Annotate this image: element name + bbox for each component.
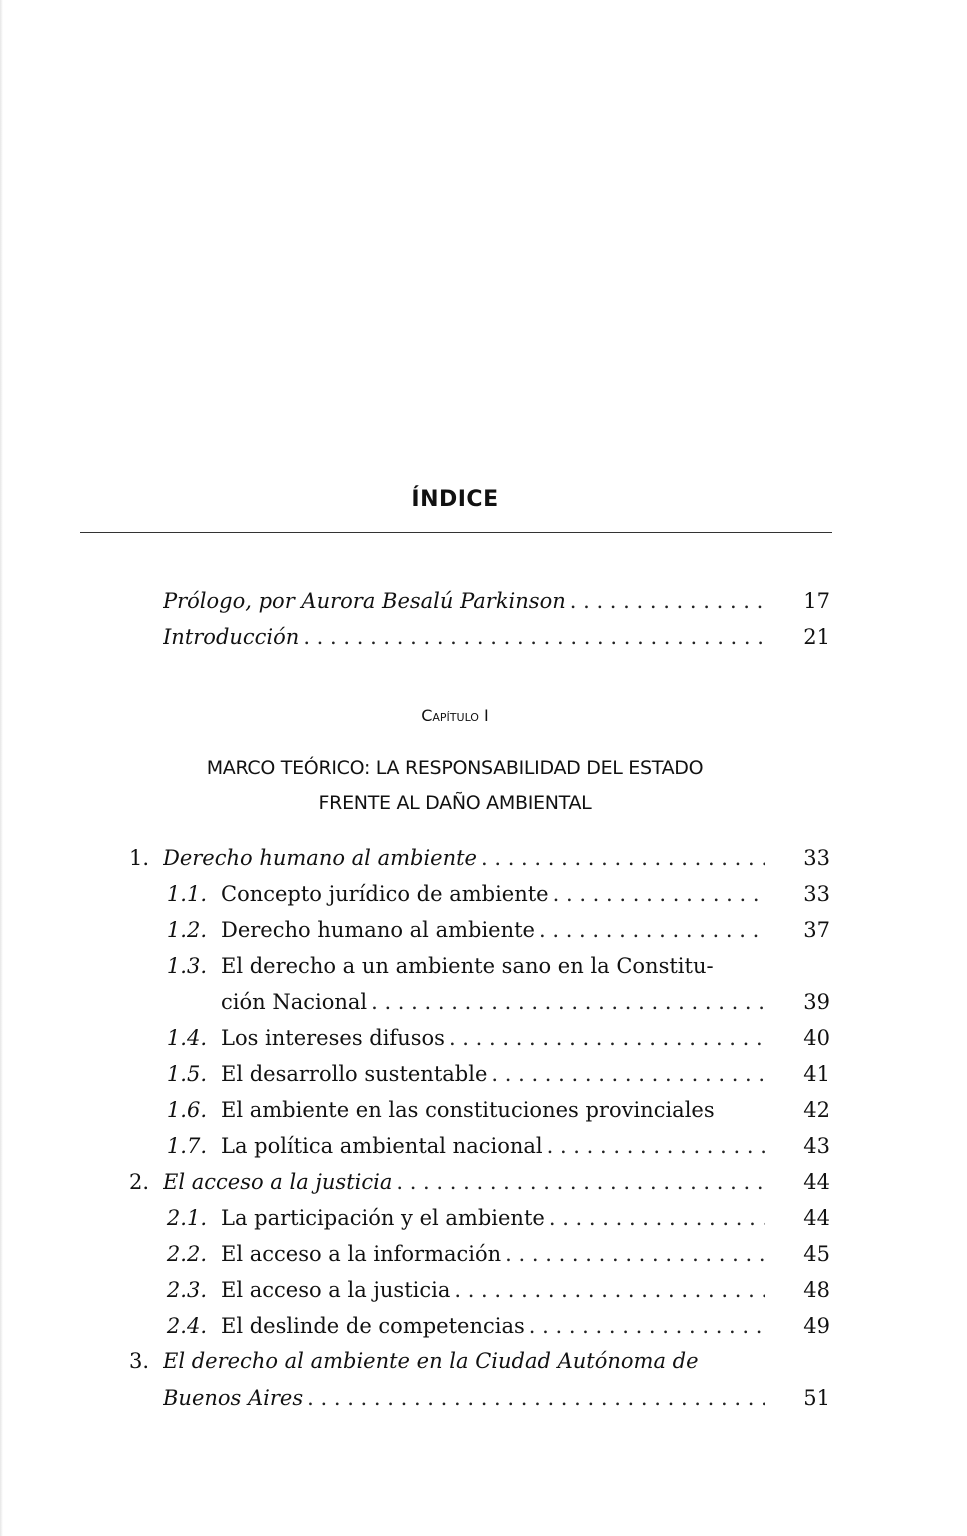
dot-leader: [445, 1020, 765, 1056]
dot-leader: [450, 1272, 765, 1308]
dot-leader: [477, 840, 765, 876]
toc-entry-label: Los intereses difusos: [221, 1026, 445, 1050]
toc-entry-1-5[interactable]: [0, 1056, 967, 1092]
toc-entry-1-4[interactable]: [0, 1020, 967, 1056]
toc-entry-page: 41: [803, 1062, 830, 1086]
toc-entry-3[interactable]: [0, 1343, 967, 1379]
toc-entry-page: 17: [803, 589, 830, 613]
toc-entry-label-line-1: El derecho al ambiente en la Ciudad Autónoma de: [163, 1349, 699, 1373]
toc-entry-page: 44: [803, 1170, 830, 1194]
toc-entry-1-6[interactable]: [0, 1092, 967, 1128]
section-number: 1.: [128, 846, 149, 870]
section-number: 1.5.: [166, 1062, 207, 1086]
toc-entry-label-line-2: Buenos Aires: [163, 1386, 304, 1410]
toc-entry-page: 21: [803, 625, 830, 649]
toc-entry-1-1[interactable]: [0, 876, 967, 912]
dot-leader: [549, 876, 765, 912]
dot-leader: [525, 1308, 765, 1344]
dot-leader: [545, 1200, 765, 1236]
dot-leader: [535, 912, 765, 948]
section-number: 3.: [128, 1349, 149, 1373]
toc-entry-label: Prólogo, por Aurora Besalú Parkinson: [163, 589, 566, 613]
section-number: 1.4.: [166, 1026, 207, 1050]
toc-entry-label: El acceso a la información: [221, 1242, 502, 1266]
toc-entry-3-continued[interactable]: [0, 1380, 967, 1416]
toc-entry-1-3[interactable]: [0, 948, 967, 984]
dot-leader: [392, 1164, 765, 1200]
toc-entry-label: Introducción: [163, 625, 300, 649]
toc-entry-2-2[interactable]: [0, 1236, 967, 1272]
title-rule: [80, 532, 832, 533]
toc-entry-2-1[interactable]: [0, 1200, 967, 1236]
toc-entry-label: Concepto jurídico de ambiente: [221, 882, 549, 906]
section-number: 1.6.: [166, 1098, 207, 1122]
section-number: 1.3.: [166, 954, 207, 978]
toc-entry-label: El desarrollo sustentable: [221, 1062, 488, 1086]
toc-entry-1-3-continued[interactable]: [0, 984, 967, 1020]
dot-leader: [303, 1380, 765, 1416]
toc-entry-label: La política ambiental nacional: [221, 1134, 543, 1158]
toc-entry-label-line-1: El derecho a un ambiente sano en la Constitu-: [221, 954, 714, 978]
toc-entry-1[interactable]: [0, 840, 967, 876]
dot-leader: [367, 984, 765, 1020]
toc-entry-page: 39: [803, 990, 830, 1014]
section-number: 1.7.: [166, 1134, 207, 1158]
toc-entry-page: 44: [803, 1206, 830, 1230]
toc-entry-2-3[interactable]: [0, 1272, 967, 1308]
dot-leader: [543, 1128, 765, 1164]
toc-entry-page: 49: [803, 1314, 830, 1338]
toc-entry-page: 45: [803, 1242, 830, 1266]
toc-entry-prologo[interactable]: [0, 583, 967, 619]
dot-leader: [566, 583, 765, 619]
toc-entry-page: 40: [803, 1026, 830, 1050]
section-number: 1.2.: [166, 918, 207, 942]
toc-entry-label: La participación y el ambiente: [221, 1206, 545, 1230]
section-number: 2.2.: [166, 1242, 207, 1266]
section-number: 2.4.: [166, 1314, 207, 1338]
toc-entry-page: 42: [803, 1098, 830, 1122]
section-number: 2.3.: [166, 1278, 207, 1302]
toc-entry-2-4[interactable]: [0, 1308, 967, 1344]
toc-entry-page: 48: [803, 1278, 830, 1302]
toc-entry-1-2[interactable]: [0, 912, 967, 948]
chapter-label: Capítulo I: [421, 706, 489, 725]
index-title: ÍNDICE: [411, 487, 499, 512]
toc-entry-page: 33: [803, 846, 830, 870]
chapter-title-line-2: FRENTE AL DAÑO AMBIENTAL: [318, 792, 592, 814]
chapter-title-line-1: MARCO TEÓRICO: LA RESPONSABILIDAD DEL ESTADO: [206, 757, 704, 779]
toc-entry-1-7[interactable]: [0, 1128, 967, 1164]
toc-entry-label: El acceso a la justicia: [221, 1278, 451, 1302]
toc-entry-2[interactable]: [0, 1164, 967, 1200]
dot-leader: [299, 619, 765, 655]
toc-entry-page: 43: [803, 1134, 830, 1158]
dot-leader: [501, 1236, 765, 1272]
toc-entry-label: Derecho humano al ambiente: [221, 918, 535, 942]
toc-entry-page: 33: [803, 882, 830, 906]
toc-entry-label: El ambiente en las constituciones provinciales: [221, 1098, 715, 1122]
dot-leader: [487, 1056, 765, 1092]
section-number: 1.1.: [166, 882, 207, 906]
toc-entry-label: El deslinde de competencias: [221, 1314, 525, 1338]
section-number: 2.: [128, 1170, 149, 1194]
section-number: 2.1.: [166, 1206, 207, 1230]
toc-entry-label-line-2: ción Nacional: [221, 990, 368, 1014]
toc-entry-label: Derecho humano al ambiente: [163, 846, 477, 870]
toc-entry-page: 37: [803, 918, 830, 942]
toc-entry-introduccion[interactable]: [0, 619, 967, 655]
toc-entry-label: El acceso a la justicia: [163, 1170, 393, 1194]
toc-entry-page: 51: [803, 1386, 830, 1410]
